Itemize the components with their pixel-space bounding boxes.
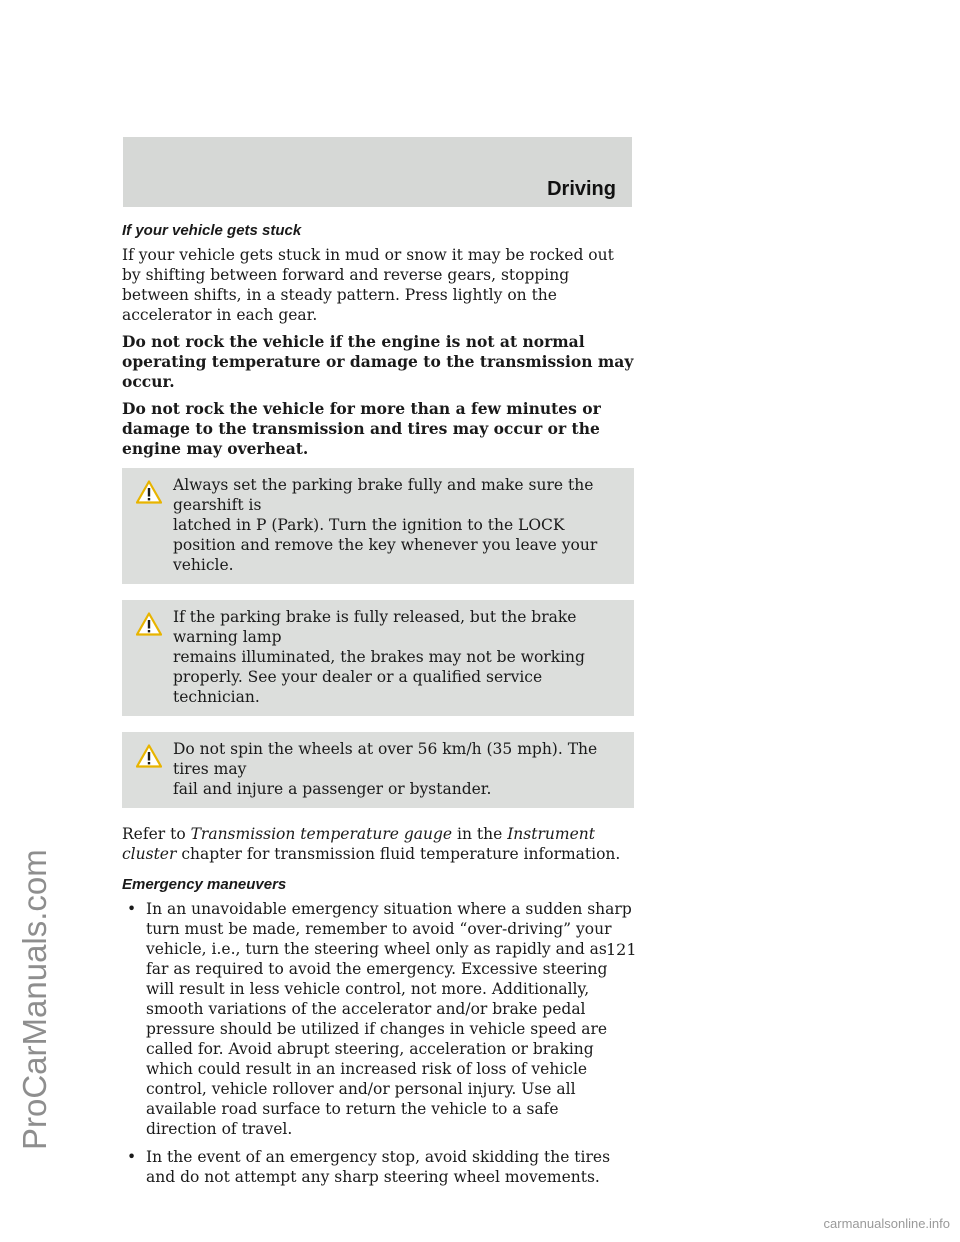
page-content [122,222,634,1195]
refer-link-instrument-cluster: Instrument cluster [122,825,595,863]
rock-warning-2: Do not rock the vehicle for more than a few minutes or damage to the transmission and tires may occur or the engine may overheat. [122,399,601,458]
warning-box [122,600,634,716]
warning-text-line1: Do not spin the wheels at over 56 km/h (35 mph). The tires may [173,740,598,778]
refer-link-transmission-gauge: Transmission temperature gauge [190,825,453,843]
warning-triangle-icon [136,480,162,504]
list-item-text: In the event of an emergency stop, avoid skidding the tires and do not attempt any sharp steering wheel movements. [146,1148,611,1186]
warning-text-line1: If the parking brake is fully released, but the brake warning lamp [173,608,577,646]
warning-box [122,468,634,584]
section-heading-emergency: Emergency maneuvers [122,876,287,893]
chapter-title: Driving [547,178,616,200]
rock-warning-1: Do not rock the vehicle if the engine is not at normal operating temperature or damage to the transmission may occur. [122,332,634,391]
list-item [122,1147,634,1187]
side-watermark: ProCarManuals.com [16,849,53,1150]
refer-paragraph [122,824,634,864]
warning-text-rest: latched in P (Park). Turn the ignition to the LOCK position and remove the key whenever you leave your vehicle. [173,516,598,574]
warning-text-rest: fail and injure a passenger or bystander. [173,780,492,798]
warning-triangle-icon [136,744,162,768]
refer-suffix: chapter for transmission fluid temperature information. [176,845,621,863]
page-number: 121 [606,940,637,959]
stuck-paragraph: If your vehicle gets stuck in mud or snow it may be rocked out by shifting between forward and reverse gears, stopping between shifts, in a steady pattern. Press lightly on the accelerator in each gear. [122,246,614,324]
section-heading-stuck: If your vehicle gets stuck [122,222,302,239]
bullet-icon: • [127,1148,137,1166]
bullet-icon: • [127,900,137,918]
warning-triangle-icon [136,612,162,636]
list-item [122,899,634,1139]
footer-watermark: carmanualsonline.info [823,1216,950,1231]
warning-text-line1: Always set the parking brake fully and make sure the gearshift is [173,476,594,514]
warning-text-rest: remains illuminated, the brakes may not be working properly. See your dealer or a qualified service technician. [173,648,585,706]
list-item-text: In an unavoidable emergency situation where a sudden sharp turn must be made, remember to avoid “over-driving” your vehicle, i.e., turn the steering wheel only as rapidly and as far as required to avoid the emergency. Excessive steering will result in less vehicle control, not more. Additionally, smooth variations of the accelerator and/or brake pedal pressure should be utilized if changes in vehicle speed are called for. Avoid abrupt steering, acceleration or braking which could result in an increased risk of loss of vehicle control, vehicle rollover and/or personal injury. Use all available road surface to return the vehicle to a safe direction of travel. [146,900,632,1138]
warning-box [122,732,634,808]
refer-middle: in the [452,825,508,843]
chapter-header [123,137,632,207]
refer-prefix: Refer to [122,825,191,843]
